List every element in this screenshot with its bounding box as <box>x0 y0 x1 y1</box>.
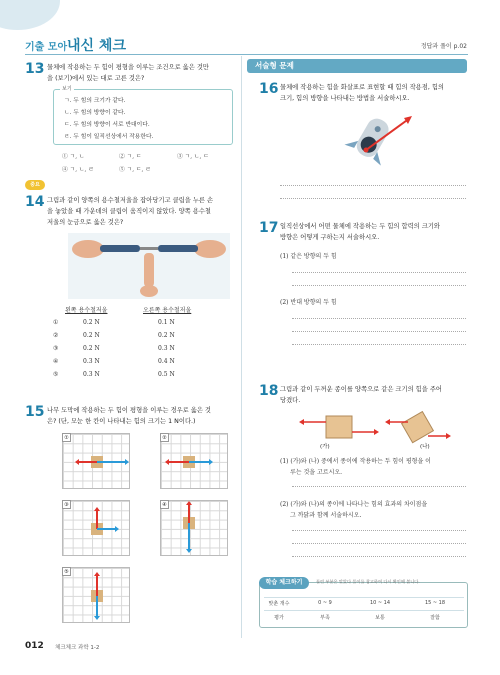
study-check-note: 틀린 부분은 맞았다 풀이를 참고하여 다시 확인해 봅니다. <box>316 579 420 584</box>
q15-option-5[interactable]: ⑤ <box>62 567 130 623</box>
q14-text-1: 그림과 같이 양쪽의 용수철저울을 잡아당기고 클립을 누른 손 <box>47 197 214 204</box>
section-header: 서술형 문제 <box>247 59 467 73</box>
score-range: 15 ~ 18 <box>424 600 446 606</box>
col-left-header: 왼쪽 용수철저울 <box>65 307 108 314</box>
example-box-label: 보기 <box>62 86 72 92</box>
q13-choice-1[interactable]: ① ㄱ, ㄴ <box>62 154 85 160</box>
figure-label-a: (가) <box>320 444 330 450</box>
column-divider <box>241 56 242 638</box>
q13-text-2: 을 (보기)에서 있는 대로 고른 것은? <box>47 75 145 82</box>
answer-line[interactable] <box>292 556 466 557</box>
study-check-title: 학습 체크하기 <box>259 577 309 589</box>
q15-option-3[interactable]: ③ <box>62 500 130 556</box>
q17-text-2: 방향은 어떻게 구하는지 서술하시오. <box>280 234 380 241</box>
answer-line[interactable] <box>292 486 466 487</box>
answer-line[interactable] <box>292 331 466 332</box>
score-range: 0 ~ 9 <box>318 600 332 606</box>
answer-line[interactable] <box>292 543 466 544</box>
q13-choice-5[interactable]: ⑤ ㄱ, ㄷ, ㄹ <box>119 167 151 173</box>
score-range: 10 ~ 14 <box>369 600 391 606</box>
score-label: 맞춘 개수 <box>268 601 290 607</box>
q14-text-3: 저울의 눈금으로 옳은 것은? <box>47 219 124 226</box>
q18-number: 18 <box>259 383 279 399</box>
answer-reference: 정답과 풀이 p.02 <box>420 43 467 50</box>
answer-line[interactable] <box>292 318 466 319</box>
q13-text-1: 물체에 작용하는 두 힘이 평형을 이루는 조건으로 옳은 것만 <box>47 64 209 71</box>
corner-decoration <box>0 0 60 30</box>
col-right-header: 오른쪽 용수철저울 <box>143 307 192 314</box>
answer-line[interactable] <box>280 198 466 199</box>
answer-line[interactable] <box>280 185 466 186</box>
example-item: ㄹ. 두 힘이 일직선상에서 작용한다. <box>64 134 154 140</box>
book-title: 체크체크 과학 1-2 <box>55 645 100 651</box>
rocket-arrow-figure <box>336 112 416 174</box>
q14-text-2: 을 놓았을 때 가운데의 클립이 움직이지 않았다. 양쪽 용수철 <box>47 208 212 215</box>
q15-text-2: 은? (단, 모눈 한 칸이 나타내는 힘의 크기는 1 N이다.) <box>47 418 196 425</box>
q13-choice-3[interactable]: ③ ㄱ, ㄴ, ㄷ <box>177 154 209 160</box>
series-label: 기출 모아 <box>25 42 68 53</box>
q18-sub-2a: (2) (가)와 (나)의 종이에 나타나는 힘의 효과의 차이점을 <box>280 501 428 508</box>
answer-line[interactable] <box>292 272 466 273</box>
q15-option-1[interactable]: ① <box>62 433 130 489</box>
figure-label-b: (나) <box>420 444 430 450</box>
grade-value: 잘함 <box>430 615 440 621</box>
q13-number: 13 <box>25 61 45 77</box>
q17-sub-1: (1) 같은 방향의 두 힘 <box>280 253 337 260</box>
q15-number: 15 <box>25 404 45 420</box>
grade-label: 평가 <box>274 615 284 621</box>
q18-sub-2b: 그 까닭과 함께 서술하시오. <box>290 512 362 519</box>
q15-option-4[interactable]: ④ <box>160 500 228 556</box>
answer-line[interactable] <box>292 285 466 286</box>
q18-text-1: 그림과 같이 두꺼운 종이를 양쪽으로 같은 크기의 힘을 주어 <box>280 386 442 393</box>
example-item: ㄱ. 두 힘의 크기가 같다. <box>64 98 126 104</box>
q14-number: 14 <box>25 194 45 210</box>
q13-example-box <box>53 86 233 145</box>
example-item: ㄷ. 두 힘의 방향이 서로 반대이다. <box>64 122 150 128</box>
q18-text-2: 당겼다. <box>280 397 301 404</box>
page-number: 012 <box>25 641 44 651</box>
answer-line[interactable] <box>292 344 466 345</box>
q17-sub-2: (2) 반대 방향의 두 힘 <box>280 299 337 306</box>
q16-number: 16 <box>259 81 279 97</box>
example-item: ㄴ. 두 힘의 방향이 같다. <box>64 110 126 116</box>
q17-text-1: 일직선상에서 어떤 물체에 작용하는 두 힘의 합력의 크기와 <box>280 223 440 230</box>
grade-value: 부족 <box>320 615 330 621</box>
q18-sub-1a: (1) (가)와 (나) 중에서 종이에 작용하는 두 힘이 평형을 이 <box>280 458 431 465</box>
q17-number: 17 <box>259 220 279 236</box>
spring-scale-photo <box>68 233 230 299</box>
grade-value: 보통 <box>375 615 385 621</box>
header-divider <box>25 54 468 55</box>
page-title: 내신 체크 <box>67 38 126 54</box>
q16-text-1: 물체에 작용하는 힘을 화살표로 표현할 때 힘의 작용점, 힘의 <box>280 84 445 91</box>
important-badge: 중요 <box>25 180 45 190</box>
answer-line[interactable] <box>292 530 466 531</box>
q15-option-2[interactable]: ② <box>160 433 228 489</box>
q18-sub-1b: 루는 것을 고르시오. <box>290 469 343 476</box>
q13-choice-2[interactable]: ② ㄱ, ㄷ <box>119 154 142 160</box>
study-check-box <box>259 579 468 628</box>
q16-text-2: 크기, 힘의 방향을 나타내는 방법을 서술하시오. <box>280 95 410 102</box>
q13-choice-4[interactable]: ④ ㄱ, ㄴ, ㄹ <box>62 167 94 173</box>
q15-text-1: 나무 도막에 작용하는 두 힘이 평형을 이루는 경우로 옳은 것 <box>47 407 212 414</box>
